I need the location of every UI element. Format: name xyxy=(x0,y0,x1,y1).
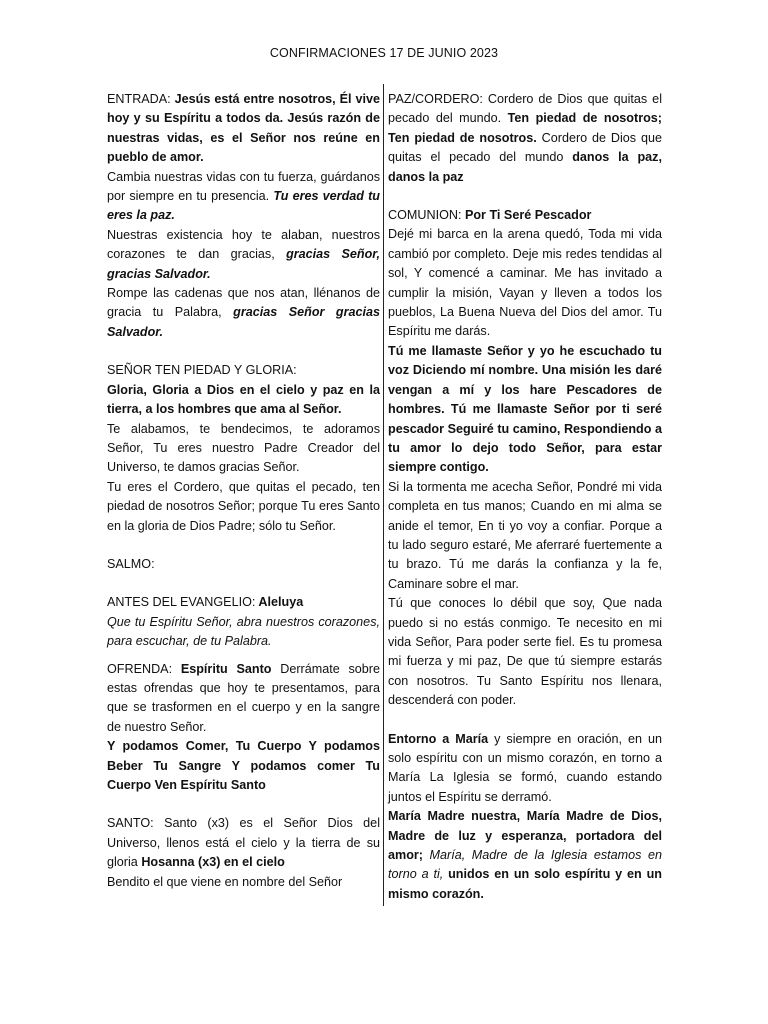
evangelio-heading: ANTES DEL EVANGELIO: xyxy=(107,595,256,610)
entrada-verse-2-emphasis: gracias Señor, gracias Salvador. xyxy=(107,247,380,281)
entrada-verse-3-emphasis: gracias Señor gracias Salvador. xyxy=(107,305,380,339)
santo-bold-text: Hosanna (x3) en el cielo xyxy=(141,855,285,870)
ofrenda-text: Derrámate sobre estas ofrendas que hoy te presentamos, para que se trasformen en el cuerpo y en la sangre de nuestro Señor. xyxy=(107,661,380,734)
maria-chorus-bold: María Madre nuestra, María Madre de Dios, Madre de luz y esperanza, portadora del amor; xyxy=(388,809,662,863)
entrada-verse-3 xyxy=(107,284,380,342)
comunion-verse-3: Tú que conoces lo débil que soy, Que nada puedo si no estás conmigo. Te necesito en mi vida Señor, Para poder serte fiel. Es tu promesa mi fuerza y mi paz, De que tú siempre estarás con nosotros. Tu Santo Espíritu nos llenara, descenderá con poder. xyxy=(388,596,662,708)
entrada-bold-text: Jesús está entre nosotros, Él vive hoy y su Espíritu a todos da. Jesús razón de nuestras vidas, es el Señor nos reúne en pueblo de amor. xyxy=(107,92,380,165)
senor-heading: SEÑOR TEN PIEDAD Y GLORIA: xyxy=(107,363,297,378)
maria-chorus-bold-2: unidos en un solo espíritu y en un mismo corazón. xyxy=(388,867,662,901)
salmo-heading: SALMO: xyxy=(107,556,155,571)
entrada-verse-3-text: Rompe las cadenas que nos atan, llénanos de gracia tu Palabra, xyxy=(107,286,380,320)
evangelio-paragraph xyxy=(107,593,380,612)
right-column xyxy=(388,90,662,904)
entrada-verse-2-text: Nuestras existencia hoy te alaban, nuestros corazones te dan gracias, xyxy=(107,227,380,262)
ofrenda-bold-text: Espíritu Santo xyxy=(172,661,272,676)
comunion-verse-1: Dejé mi barca en la arena quedó, Toda mi vida cambió por completo. Deje mis redes tendidas al sol, Y comencé a caminar. Me has invitado a cumplir la misión, Vayan y lleven a todos los pueblos, La Buena Nueva del Dios del amor. Tu Espíritu me darás. xyxy=(388,227,662,339)
paz-paragraph xyxy=(388,90,662,187)
comunion-paragraph xyxy=(388,206,662,225)
maria-chorus xyxy=(388,807,662,904)
paz-text-2: Cordero de Dios que quitas el pecado del mundo xyxy=(388,130,663,165)
maria-text: y siempre en oración, en un solo espíritu con un mismo corazón, en torno a María La Iglesia se formó, cuando estando juntos el Espíritu se derramó. xyxy=(388,731,662,804)
senor-bold-text xyxy=(107,381,380,420)
senor-verse-2: Tu eres el Cordero, que quitas el pecado, ten piedad de nosotros Señor; porque Tu eres Santo en la gloria de Dios Padre; sólo tu Señor. xyxy=(107,479,380,533)
evangelio-verse xyxy=(107,613,380,652)
entrada-verse-2 xyxy=(107,226,380,284)
senor-verse-1: Te alabamos, te bendecimos, te adoramos Señor, Tu eres nuestro Padre Creador del Universo, te damos gracias Señor. xyxy=(107,421,380,475)
left-column xyxy=(107,90,380,892)
santo-heading: SANTO: xyxy=(107,816,154,831)
paz-bold-1: Ten piedad de nosotros; Ten piedad de nosotros. xyxy=(388,111,662,145)
ofrenda-bold-verse: Y podamos Comer, Tu Cuerpo Y podamos Beber Tu Sangre Y podamos comer Tu Cuerpo Ven Espíritu Santo xyxy=(107,739,380,792)
ofrenda-heading: OFRENDA: xyxy=(107,661,173,676)
paz-heading: PAZ/CORDERO: xyxy=(388,92,483,106)
santo-paragraph xyxy=(107,814,380,872)
santo-text: Santo (x3) es el Señor Dios del Universo, llenos está el cielo y la tierra de su gloria xyxy=(107,816,380,870)
evangelio-bold-text: Aleluya xyxy=(255,595,304,610)
entrada-heading: ENTRADA: xyxy=(107,92,171,106)
page-title: CONFIRMACIONES 17 DE JUNIO 2023 xyxy=(269,46,499,60)
evangelio-italic-text: Que tu Espíritu Señor, abra nuestros corazones, para escuchar, de tu Palabra. xyxy=(107,614,380,649)
comunion-chorus-text: Tú me llamaste Señor y yo he escuchado tu voz Diciendo mí nombre. Una misión les daré vengan a mí y los hare Pescadores de hombres. Tú me llamaste Señor por ti seré pescador Seguiré tu camino, Respondiendo a tu amor lo dejo todo Señor, para estar siempre contigo. xyxy=(388,343,662,475)
entrada-verse-1-emphasis: Tu eres verdad tu eres la paz. xyxy=(107,189,380,223)
paz-text-1: Cordero de Dios que quitas el pecado del mundo. xyxy=(388,92,662,126)
ofrenda-verse xyxy=(107,737,380,795)
maria-bold-text: Entorno a María xyxy=(388,731,489,746)
column-divider xyxy=(383,84,384,906)
santo-verse: Bendito el que viene en nombre del Señor xyxy=(107,874,343,889)
maria-paragraph xyxy=(388,730,662,808)
paz-bold-2: danos la paz, danos la paz xyxy=(388,150,662,184)
ofrenda-paragraph xyxy=(107,660,380,738)
comunion-chorus xyxy=(388,342,662,478)
comunion-heading: COMUNION: xyxy=(388,208,462,223)
entrada-verse-1 xyxy=(107,168,380,226)
comunion-verse-2: Si la tormenta me acecha Señor, Pondré mi vida completa en tus manos; Cuando en mi alma se anide el temor, En ti yo voy a confiar. Porque a tu lado seguro estaré, Me aferraré fuertemente a tu brazo. Tú me darás la confianza y la fe, Caminare sobre el mar. xyxy=(388,479,662,591)
comunion-bold-text: Por Ti Seré Pescador xyxy=(461,208,592,223)
entrada-paragraph xyxy=(107,90,380,168)
gloria-text: Gloria, Gloria a Dios en el cielo y paz en la tierra, a los hombres que ama al Señor. xyxy=(107,382,380,417)
maria-chorus-italic: María, Madre de la Iglesia estamos en torno a ti, xyxy=(388,848,662,882)
entrada-verse-1-text: Cambia nuestras vidas con tu fuerza, guárdanos por siempre en tu presencia. xyxy=(107,169,380,204)
